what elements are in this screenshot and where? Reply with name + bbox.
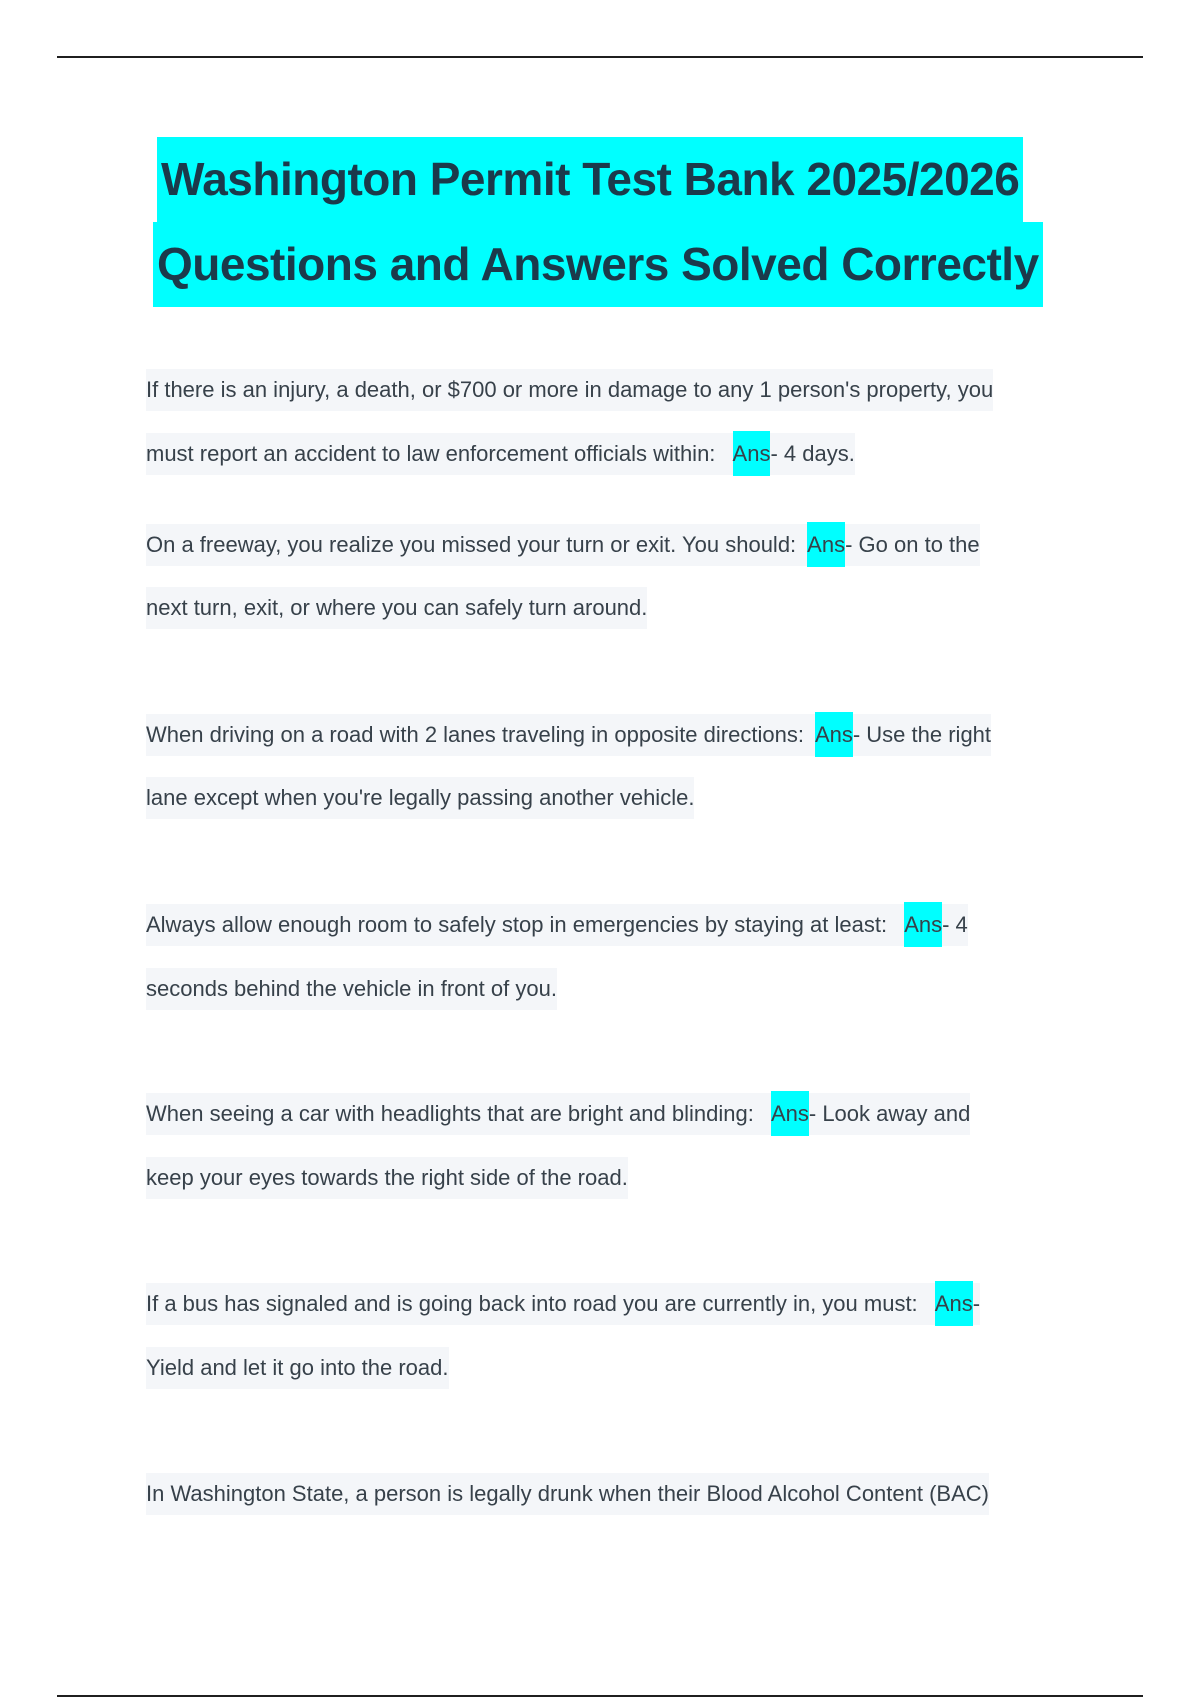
document-title-line-1: Washington Permit Test Bank 2025/2026 (157, 137, 1023, 222)
question-text: When seeing a car with headlights that are bright and blinding: (146, 1101, 771, 1126)
answer-marker: Ans (771, 1091, 809, 1136)
question-5-line-1 (146, 1093, 970, 1135)
answer-marker: Ans (815, 712, 853, 757)
question-text: must report an accident to law enforcement officials within: (146, 441, 733, 466)
answer-text: - 4 days. (770, 441, 855, 466)
bottom-rule (57, 1695, 1143, 1697)
answer-text: next turn, exit, or where you can safely turn around. (146, 595, 648, 620)
question-text: Always allow enough room to safely stop in emergencies by staying at least: (146, 912, 905, 937)
question-7-line-1 (146, 1473, 989, 1515)
answer-5-line-2 (146, 1157, 628, 1199)
answer-3-line-2 (146, 777, 694, 819)
answer-text: - 4 (942, 912, 968, 937)
question-text: If there is an injury, a death, or $700 or more in damage to any 1 person's property, you (146, 377, 994, 402)
answer-text: - Look away and (808, 1101, 971, 1126)
answer-text: Yield and let it go into the road. (146, 1355, 449, 1380)
answer-text: keep your eyes towards the right side of the road. (146, 1165, 628, 1190)
answer-2-line-2 (146, 587, 647, 629)
top-rule (57, 56, 1143, 58)
answer-marker: Ans (807, 522, 845, 567)
question-1-line-1 (146, 369, 993, 411)
question-3-line-1 (146, 714, 991, 756)
question-2-line-1 (146, 524, 980, 566)
question-text: In Washington State, a person is legally drunk when their Blood Alcohol Content (BAC) (146, 1481, 989, 1506)
answer-text: seconds behind the vehicle in front of you. (146, 976, 557, 1001)
question-text: If a bus has signaled and is going back into road you are currently in, you must: (146, 1291, 935, 1316)
answer-marker: Ans (733, 431, 771, 476)
answer-text: lane except when you're legally passing another vehicle. (146, 785, 695, 810)
answer-text: - Go on to the (845, 532, 980, 557)
question-1-line-2 (146, 433, 855, 475)
question-6-line-1 (146, 1283, 980, 1325)
question-4-line-1 (146, 904, 968, 946)
answer-4-line-2 (146, 968, 557, 1010)
answer-text: - Use the right (852, 722, 992, 747)
answer-6-line-2 (146, 1347, 449, 1389)
answer-text: - (972, 1291, 981, 1316)
document-title-line-2: Questions and Answers Solved Correctly (153, 222, 1043, 307)
answer-marker: Ans (904, 902, 942, 947)
answer-marker: Ans (935, 1281, 973, 1326)
question-text: When driving on a road with 2 lanes traveling in opposite directions: (146, 722, 815, 747)
question-text: On a freeway, you realize you missed your turn or exit. You should: (146, 532, 808, 557)
